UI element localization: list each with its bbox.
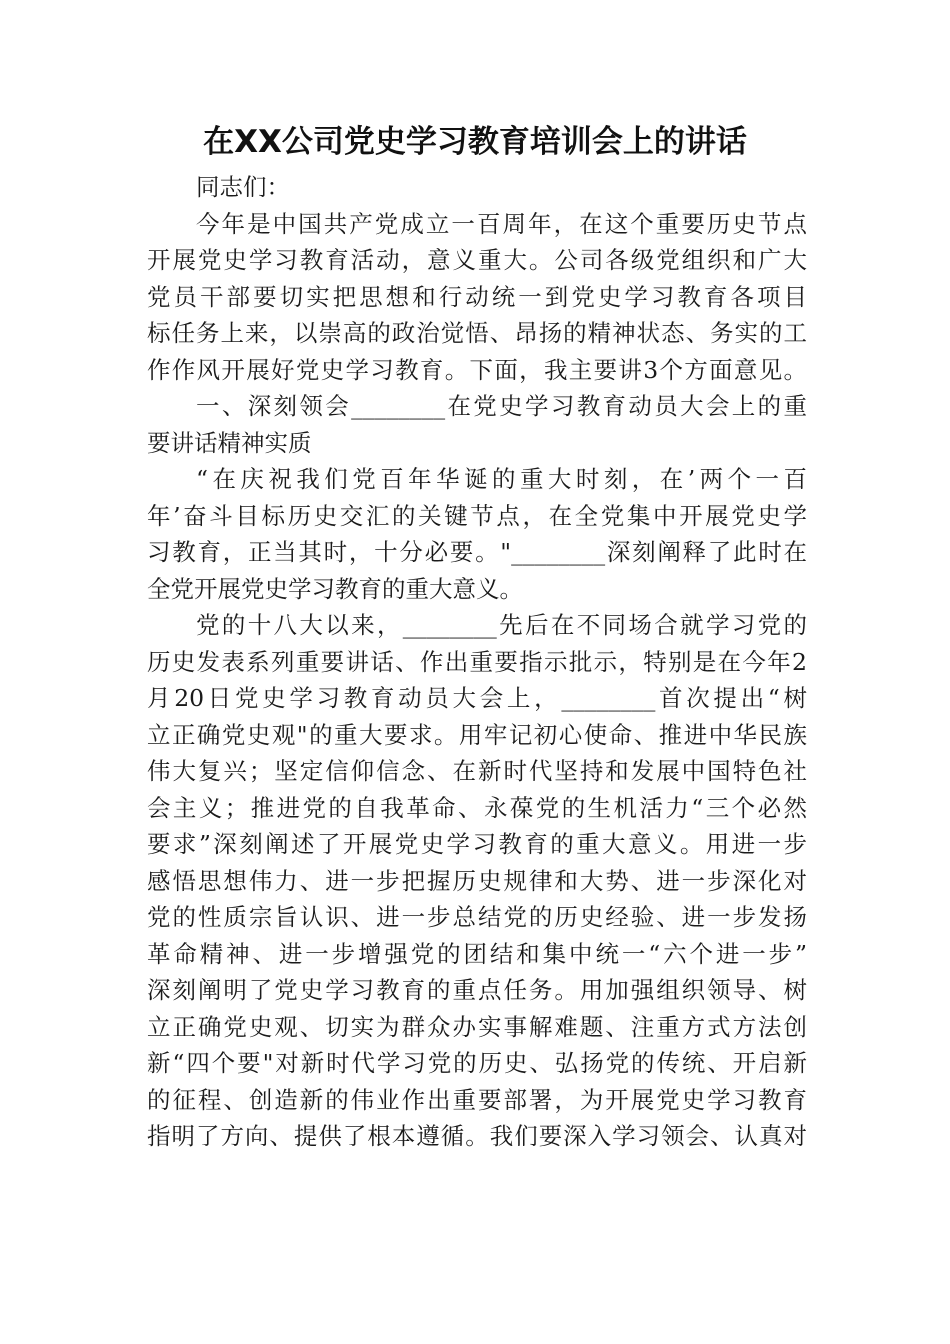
- body-text-line: 指明了方向、提供了根本遵循。我们要深入学习领会、认真对: [147, 1122, 807, 1150]
- body-text-line: 要讲话精神实质: [147, 428, 312, 457]
- body-text-line: 开展党史学习教育活动，意义重大。公司各级党组织和广大: [147, 246, 807, 274]
- body-text-line: 年’奋斗目标历史交汇的关键节点，在全党集中开展党史学: [147, 501, 807, 530]
- body-text-line: 深刻阐明了党史学习教育的重点任务。用加强组织领导、树: [147, 976, 807, 1004]
- body-text-line: 会主义；推进党的自我革命、永葆党的生机活力“三个必然: [147, 793, 807, 822]
- body-text-line: 月20日党史学习教育动员大会上，________首次提出“树: [147, 684, 807, 712]
- body-text-line: 党的十八大以来，________先后在不同场合就学习党的: [196, 611, 807, 639]
- body-text-line: 党的性质宗旨认识、进一步总结党的历史经验、进一步发扬: [147, 903, 807, 931]
- body-text-line: 要求”深刻阐述了开展党史学习教育的重大意义。用进一步: [147, 830, 807, 858]
- body-text-line: “在庆祝我们党百年华诞的重大时刻，在’两个一百: [196, 465, 807, 493]
- body-text-line: 党员干部要切实把思想和行动统一到党史学习教育各项目: [147, 282, 807, 311]
- body-text-line: 新“四个要"对新时代学习党的历史、弘扬党的传统、开启新: [147, 1049, 807, 1077]
- document-title: 在XX公司党史学习教育培训会上的讲话: [203, 124, 747, 160]
- body-text-line: 作作风开展好党史学习教育。下面，我主要讲3个方面意见。: [147, 355, 807, 384]
- body-text-line: 立正确党史观"的重大要求。用牢记初心使命、推进中华民族: [147, 720, 807, 749]
- body-text-line: 今年是中国共产党成立一百周年，在这个重要历史节点: [196, 209, 807, 238]
- body-text-line: 标任务上来，以崇高的政治觉悟、昂扬的精神状态、务实的工: [147, 319, 807, 347]
- body-text-line: 伟大复兴；坚定信仰信念、在新时代坚持和发展中国特色社: [147, 757, 807, 785]
- body-text-line: 同志们：: [196, 173, 290, 201]
- body-text-line: 习教育，正当其时，十分必要。"________深刻阐释了此时在: [147, 538, 807, 566]
- body-text-line: 一、深刻领会________在党史学习教育动员大会上的重: [196, 392, 807, 420]
- body-text-line: 全党开展党史学习教育的重大意义。: [147, 574, 523, 603]
- body-text-line: 立正确党史观、切实为群众办实事解难题、注重方式方法创: [147, 1012, 807, 1041]
- body-text-line: 感悟思想伟力、进一步把握历史规律和大势、进一步深化对: [147, 866, 807, 895]
- body-text-line: 历史发表系列重要讲话、作出重要指示批示，特别是在今年2: [147, 647, 807, 676]
- body-text-line: 的征程、创造新的伟业作出重要部署，为开展党史学习教育: [147, 1085, 807, 1114]
- body-text-line: 革命精神、进一步增强党的团结和集中统一“六个进一步”: [147, 939, 807, 968]
